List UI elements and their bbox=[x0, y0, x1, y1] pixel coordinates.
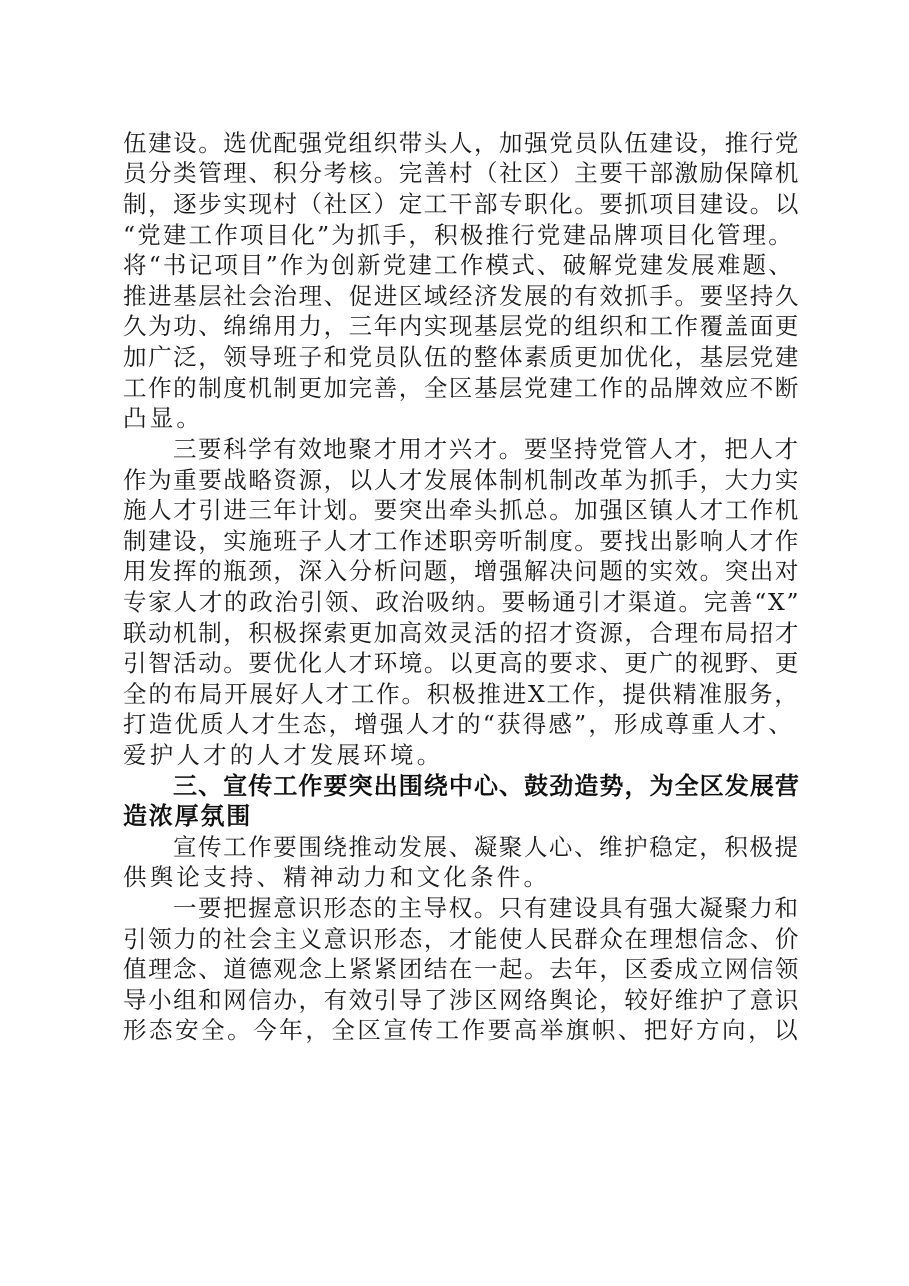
text-line: 将“书记项目”作为创新党建工作模式、破解党建发展难题、 bbox=[123, 251, 794, 279]
paragraph-first-line: 一要把握意识形态的主导权。只有建设具有强大凝聚力和 bbox=[173, 894, 800, 922]
text-line: 供舆论支持、精神动力和文化条件。 bbox=[123, 863, 551, 891]
text-line: 凸显。 bbox=[123, 404, 204, 432]
text-line: 引领力的社会主义意识形态，才能使人民群众在理想信念、价 bbox=[123, 925, 800, 953]
text-line: 打造优质人才生态，增强人才的“获得感”，形成尊重人才、 bbox=[123, 710, 794, 738]
paragraph-first-line: 三要科学有效地聚才用才兴才。要坚持党管人才，把人才 bbox=[173, 435, 800, 463]
text-line: 制建设，实施班子人才工作述职旁听制度。要找出影响人才作 bbox=[123, 527, 800, 555]
text-line: 专家人才的政治引领、政治吸纳。要畅通引才渠道。完善“X” bbox=[123, 588, 801, 616]
text-line: 引智活动。要优化人才环境。以更高的要求、更广的视野、更 bbox=[123, 649, 800, 677]
text-line: 值理念、道德观念上紧紧团结在一起。去年，区委成立网信领 bbox=[123, 955, 800, 983]
text-line: 爱护人才的人才发展环境。 bbox=[123, 741, 444, 769]
text-line: 制，逐步实现村（社区）定工干部专职化。要抓项目建设。以 bbox=[123, 190, 800, 218]
text-line: 加广泛，领导班子和党员队伍的整体素质更加优化，基层党建 bbox=[123, 343, 800, 371]
text-line: 联动机制，积极探索更加高效灵活的招才资源，合理布局招才 bbox=[123, 619, 800, 647]
section-heading: 造浓厚氛围 bbox=[123, 802, 252, 830]
text-line: 伍建设。选优配强党组织带头人，加强党员队伍建设，推行党 bbox=[123, 129, 800, 157]
text-line: 员分类管理、积分考核。完善村（社区）主要干部激励保障机 bbox=[123, 159, 800, 187]
text-line: 作为重要战略资源，以人才发展体制机制改革为抓手，大力实 bbox=[123, 466, 800, 494]
text-line: 用发挥的瓶颈，深入分析问题，增强解决问题的实效。突出对 bbox=[123, 557, 800, 585]
text-line: 久为功、绵绵用力，三年内实现基层党的组织和工作覆盖面更 bbox=[123, 312, 800, 340]
section-heading: 三、宣传工作要突出围绕中心、鼓劲造势，为全区发展营 bbox=[173, 772, 800, 800]
text-line: 工作的制度机制更加完善，全区基层党建工作的品牌效应不断 bbox=[123, 374, 800, 402]
text-line: 导小组和网信办，有效引导了涉区网络舆论，较好维护了意识 bbox=[123, 986, 800, 1014]
paragraph-first-line: 宣传工作要围绕推动发展、凝聚人心、维护稳定，积极提 bbox=[173, 833, 800, 861]
text-line: 推进基层社会治理、促进区域经济发展的有效抓手。要坚持久 bbox=[123, 282, 800, 310]
text-line: “党建工作项目化”为抓手，积极推行党建品牌项目化管理。 bbox=[123, 221, 794, 249]
text-line: 施人才引进三年计划。要突出牵头抓总。加强区镇人才工作机 bbox=[123, 496, 800, 524]
text-line: 形态安全。今年，全区宣传工作要高举旗帜、把好方向，以 bbox=[123, 1016, 801, 1044]
text-line: 全的布局开展好人才工作。积极推进X工作，提供精准服务， bbox=[123, 680, 800, 708]
